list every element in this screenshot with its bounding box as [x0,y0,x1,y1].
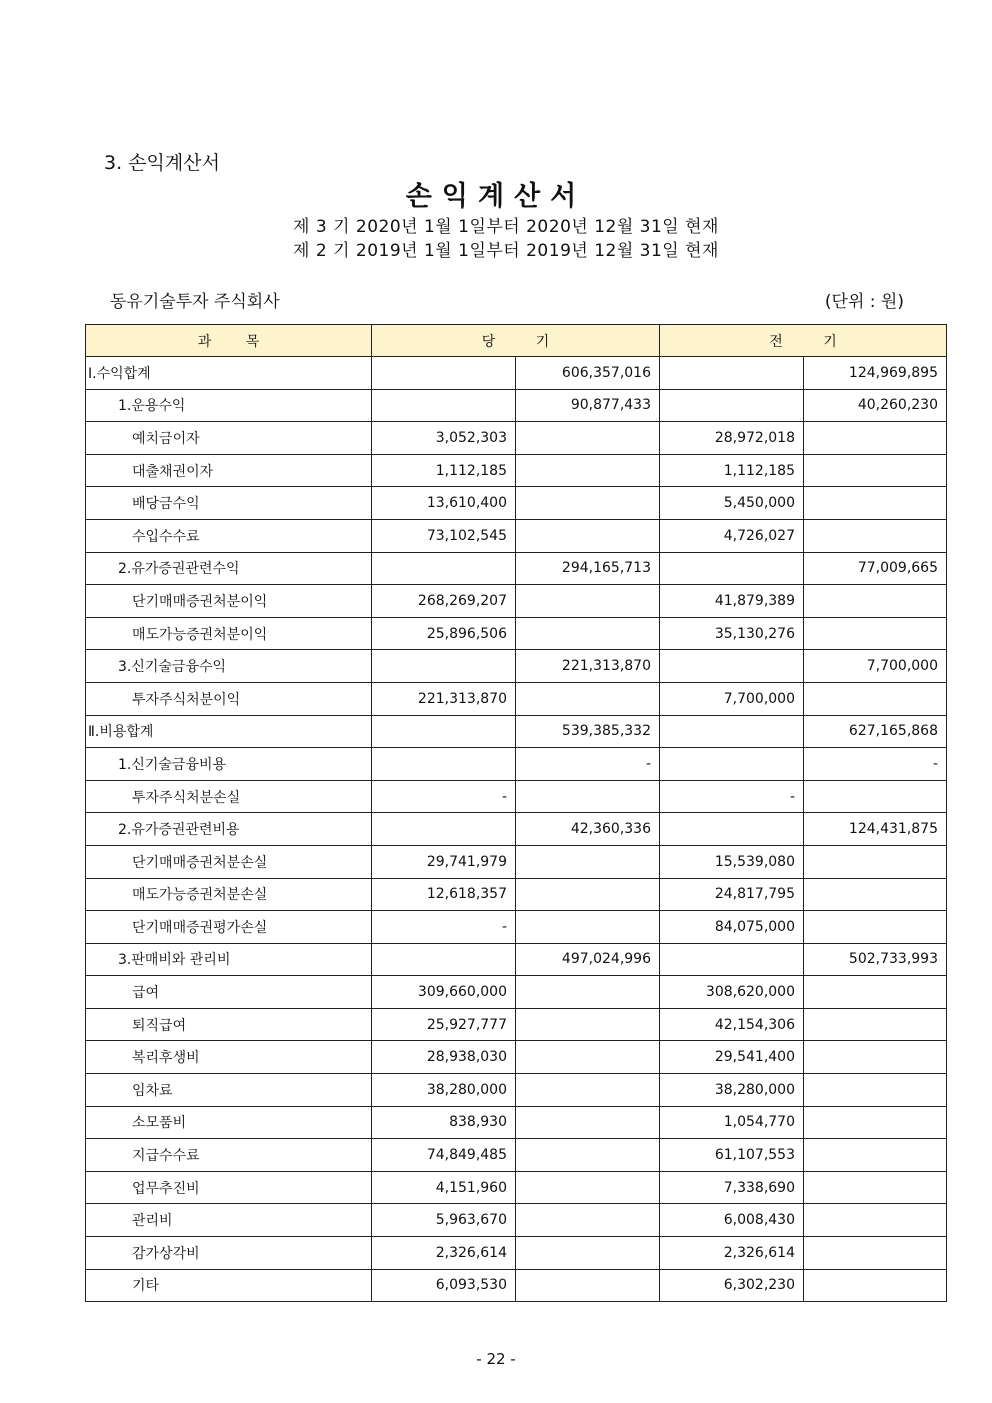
prior-detail-amount [660,748,804,781]
prior-detail-amount: 4,726,027 [660,519,804,552]
table-row [86,715,947,748]
account-name: 2.유가증권관련수익 [86,552,372,585]
prior-total-amount [804,911,947,944]
table-row [86,748,947,781]
current-total-amount [516,780,660,813]
prior-detail-amount: 29,541,400 [660,1041,804,1074]
prior-total-amount [804,519,947,552]
current-detail-amount: 73,102,545 [372,519,516,552]
table-row [86,845,947,878]
account-name: 단기매매증권처분손실 [86,845,372,878]
current-detail-amount: 2,326,614 [372,1237,516,1270]
prior-detail-amount: 5,450,000 [660,487,804,520]
account-name: 2.유가증권관련비용 [86,813,372,846]
account-name: 업무추진비 [86,1171,372,1204]
current-detail-amount: 5,963,670 [372,1204,516,1237]
prior-detail-amount: 6,008,430 [660,1204,804,1237]
current-total-amount [516,1171,660,1204]
table-row [86,878,947,911]
table-row [86,1171,947,1204]
prior-detail-amount: - [660,780,804,813]
prior-detail-amount [660,813,804,846]
prior-total-amount: 502,733,993 [804,943,947,976]
prior-detail-amount: 15,539,080 [660,845,804,878]
prior-total-amount: 627,165,868 [804,715,947,748]
prior-total-amount [804,1041,947,1074]
period-prior: 제 2 기 2019년 1월 1일부터 2019년 12월 31일 현재 [293,241,719,261]
current-detail-amount [372,943,516,976]
current-total-amount: 221,313,870 [516,650,660,683]
account-name: 배당금수익 [86,487,372,520]
current-detail-amount [372,813,516,846]
account-name: 예치금이자 [86,422,372,455]
prior-total-amount [804,1139,947,1172]
current-total-amount: 294,165,713 [516,552,660,585]
current-detail-amount: 13,610,400 [372,487,516,520]
prior-total-amount [804,878,947,911]
current-detail-amount [372,357,516,390]
table-row [86,650,947,683]
table-row [86,813,947,846]
current-detail-amount [372,389,516,422]
income-statement-table [85,324,947,1302]
current-detail-amount: 4,151,960 [372,1171,516,1204]
current-detail-amount: 25,927,777 [372,1008,516,1041]
account-name: 지급수수료 [86,1139,372,1172]
current-total-amount [516,519,660,552]
prior-total-amount [804,487,947,520]
account-name: Ⅰ.수익합계 [86,357,372,390]
current-total-amount [516,1106,660,1139]
company-name: 동유기술투자 주식회사 [110,292,280,312]
account-name: 소모품비 [86,1106,372,1139]
account-name: 투자주식처분이익 [86,682,372,715]
table-row [86,1074,947,1107]
prior-total-amount [804,454,947,487]
prior-detail-amount: 28,972,018 [660,422,804,455]
current-detail-amount: 838,930 [372,1106,516,1139]
prior-total-amount [804,1008,947,1041]
account-name: 매도가능증권처분손실 [86,878,372,911]
prior-detail-amount [660,357,804,390]
table-row [86,1041,947,1074]
current-detail-amount: 38,280,000 [372,1074,516,1107]
prior-detail-amount [660,389,804,422]
account-name: 3.신기술금융수익 [86,650,372,683]
prior-total-amount: 7,700,000 [804,650,947,683]
current-total-amount [516,454,660,487]
prior-detail-amount [660,943,804,976]
current-total-amount [516,585,660,618]
prior-total-amount [804,682,947,715]
account-name: 단기매매증권평가손실 [86,911,372,944]
prior-detail-amount: 7,338,690 [660,1171,804,1204]
account-name: 임차료 [86,1074,372,1107]
account-name: 매도가능증권처분이익 [86,617,372,650]
prior-total-amount [804,1237,947,1270]
current-total-amount [516,1074,660,1107]
account-name: 급여 [86,976,372,1009]
prior-detail-amount: 42,154,306 [660,1008,804,1041]
prior-detail-amount: 1,112,185 [660,454,804,487]
document-title: 손익계산서 [405,181,587,212]
prior-total-amount [804,845,947,878]
prior-total-amount [804,422,947,455]
current-detail-amount: 221,313,870 [372,682,516,715]
account-name: 대출채권이자 [86,454,372,487]
current-total-amount: 606,357,016 [516,357,660,390]
current-detail-amount [372,715,516,748]
prior-detail-amount: 41,879,389 [660,585,804,618]
currency-unit: (단위 : 원) [824,292,904,312]
current-total-amount [516,1041,660,1074]
table-row [86,911,947,944]
current-detail-amount: 1,112,185 [372,454,516,487]
table-row [86,943,947,976]
current-detail-amount: 29,741,979 [372,845,516,878]
table-body [86,357,947,1302]
current-total-amount [516,1269,660,1302]
prior-detail-amount: 1,054,770 [660,1106,804,1139]
account-name: 3.판매비와 관리비 [86,943,372,976]
table-row [86,1204,947,1237]
account-name: Ⅱ.비용합계 [86,715,372,748]
table-row [86,1139,947,1172]
current-detail-amount [372,552,516,585]
current-detail-amount: 309,660,000 [372,976,516,1009]
account-name: 수입수수료 [86,519,372,552]
header-prior-period: 전 기 [660,325,947,357]
account-name: 퇴직급여 [86,1008,372,1041]
table-row [86,780,947,813]
account-name: 감가상각비 [86,1237,372,1270]
current-total-amount [516,617,660,650]
current-detail-amount: 74,849,485 [372,1139,516,1172]
prior-total-amount: - [804,748,947,781]
current-detail-amount: 25,896,506 [372,617,516,650]
prior-total-amount [804,1269,947,1302]
prior-total-amount: 124,969,895 [804,357,947,390]
account-name: 단기매매증권처분이익 [86,585,372,618]
current-total-amount: 539,385,332 [516,715,660,748]
prior-total-amount [804,1106,947,1139]
table-row [86,617,947,650]
prior-detail-amount [660,650,804,683]
prior-total-amount [804,780,947,813]
table-row [86,487,947,520]
current-total-amount [516,845,660,878]
prior-detail-amount: 35,130,276 [660,617,804,650]
prior-total-amount [804,1171,947,1204]
table-row [86,552,947,585]
table-row [86,422,947,455]
current-detail-amount: 6,093,530 [372,1269,516,1302]
account-name: 1.운용수익 [86,389,372,422]
current-detail-amount: 3,052,303 [372,422,516,455]
prior-detail-amount [660,552,804,585]
table-row [86,454,947,487]
header-item: 과 목 [86,325,372,357]
table-row [86,585,947,618]
table-header-row [86,325,947,357]
current-total-amount: 497,024,996 [516,943,660,976]
period-current: 제 3 기 2020년 1월 1일부터 2020년 12월 31일 현재 [293,217,719,237]
account-name: 관리비 [86,1204,372,1237]
current-detail-amount: - [372,780,516,813]
current-total-amount: - [516,748,660,781]
table-row [86,1237,947,1270]
current-total-amount [516,1204,660,1237]
account-name: 기타 [86,1269,372,1302]
current-total-amount [516,1139,660,1172]
table-row [86,682,947,715]
current-detail-amount: 12,618,357 [372,878,516,911]
page-number: - 22 - [476,1350,516,1368]
current-total-amount [516,682,660,715]
current-total-amount [516,1237,660,1270]
table-row [86,357,947,390]
current-total-amount [516,878,660,911]
prior-total-amount [804,1074,947,1107]
prior-detail-amount: 61,107,553 [660,1139,804,1172]
prior-total-amount [804,1204,947,1237]
prior-total-amount: 77,009,665 [804,552,947,585]
current-detail-amount: - [372,911,516,944]
current-total-amount [516,422,660,455]
prior-detail-amount: 308,620,000 [660,976,804,1009]
prior-detail-amount: 2,326,614 [660,1237,804,1270]
prior-detail-amount: 38,280,000 [660,1074,804,1107]
table-row [86,1008,947,1041]
prior-detail-amount: 7,700,000 [660,682,804,715]
prior-total-amount [804,976,947,1009]
account-name: 투자주식처분손실 [86,780,372,813]
table-row [86,389,947,422]
table-row [86,1269,947,1302]
current-total-amount [516,487,660,520]
table-row [86,1106,947,1139]
prior-detail-amount: 6,302,230 [660,1269,804,1302]
current-detail-amount [372,650,516,683]
current-total-amount [516,976,660,1009]
current-detail-amount: 268,269,207 [372,585,516,618]
current-total-amount [516,1008,660,1041]
current-total-amount [516,911,660,944]
section-heading: 3. 손익계산서 [104,152,220,174]
prior-detail-amount [660,715,804,748]
prior-total-amount: 40,260,230 [804,389,947,422]
prior-detail-amount: 84,075,000 [660,911,804,944]
current-detail-amount [372,748,516,781]
current-total-amount: 42,360,336 [516,813,660,846]
account-name: 복리후생비 [86,1041,372,1074]
prior-total-amount: 124,431,875 [804,813,947,846]
current-total-amount: 90,877,433 [516,389,660,422]
table-row [86,519,947,552]
current-detail-amount: 28,938,030 [372,1041,516,1074]
prior-total-amount [804,585,947,618]
account-name: 1.신기술금융비용 [86,748,372,781]
prior-detail-amount: 24,817,795 [660,878,804,911]
header-current-period: 당 기 [372,325,660,357]
table-row [86,976,947,1009]
prior-total-amount [804,617,947,650]
